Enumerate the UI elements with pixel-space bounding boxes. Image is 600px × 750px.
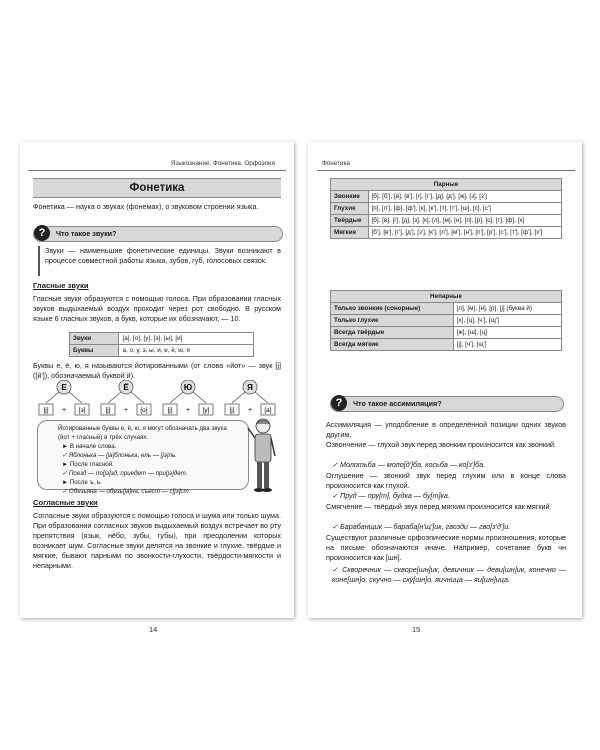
iotated-rules-box (37, 420, 249, 495)
branch-line (69, 392, 82, 403)
table-header: Парные (331, 179, 562, 191)
sound-label: [j] (105, 407, 111, 414)
sound-label: [о] (140, 407, 148, 414)
paired-consonants-table (330, 178, 562, 239)
norms-example: ✓ Скворечник — скворе[шн]ик, девичник — деви[шн]ик, конечно — коне[шн]о, скучно — ску[шн]о, яичница — яи[шн]ица. (332, 565, 566, 584)
voicing-example: ✓ Молотьба — моло[д']ба, косьба — ко[з']ба. (332, 460, 486, 469)
question-icon: ? (34, 225, 50, 241)
consonants-text: Согласные звуки образуются с помощью голоса и шума или только шума. При образовании согласных звуков выдыхаемый воздух встречает во рту препятствия (язык, нёбо, зубы, губы), при преодолении которых возникает шум. Согласные звуки делятся на звонкие и глухие, твёрдые и мягкие, бывают парными по звонкости-глухости, твёрдости-мягкости и непарными. (33, 511, 281, 570)
intro-text: Фонетика — наука о звуках (фонемах), о звуковом строении языка. (33, 202, 259, 211)
sound-label: [у] (202, 407, 210, 414)
letter-label: Е (61, 383, 67, 392)
plus-sign: + (123, 407, 129, 414)
vowels-heading: Гласные звуки (33, 281, 89, 290)
branch-line (193, 392, 206, 403)
softening-text: Смягчение — твёрдый звук перед мягким произносится как мягкий. (326, 502, 552, 511)
consonants-heading: Согласные звуки (33, 498, 98, 507)
row-value: [л], [м], [н], [р], [j] (буква й) (453, 303, 561, 315)
table-row (331, 191, 562, 203)
assimilation-definition: Ассимиляция — уподобление в определённой позиции одних звуков другим. (326, 420, 566, 439)
left-page (23, 148, 291, 634)
box-line: ✓ Поезд — по[jэ]зд, приедет — при[jэ]дет. (62, 470, 188, 477)
voicing-text: Озвончение — глухой звук перед звонким произносится как звонкий. (326, 440, 557, 449)
table-row (331, 203, 562, 215)
table-row (331, 303, 562, 315)
row-label: Мягкие (331, 227, 369, 239)
question-box (330, 396, 564, 412)
sound-label: [j] (43, 407, 49, 414)
table-label: Звуки (70, 333, 119, 345)
table-row (331, 339, 562, 351)
row-label: Всегда мягкие (331, 339, 454, 351)
question-text: Что такое звуки? (56, 229, 117, 238)
right-page (312, 148, 580, 634)
row-value: [б], [в], [г], [д], [з], [к], [л], [м], [н], [п], [р], [с], [т], [ф], [х] (368, 215, 561, 227)
table-row (331, 327, 562, 339)
branch-line (255, 392, 268, 403)
row-value: [п], [п'], [ф], [ф'], [к], [к'], [т], [т'], [ш], [с], [с'] (368, 203, 561, 215)
sounds-definition: Звуки — наименьшие фонетические единицы. Звуки возникают в процессе совместной работы языка, зубов, губ, голосовых связок. (45, 246, 281, 265)
row-label: Глухие (331, 203, 369, 215)
sound-label: [а] (264, 407, 272, 414)
softening-example: ✓ Барабанщик — бараба[н'щ']ик, гвозди — гво[з'д']и. (332, 522, 511, 531)
letter-label: Ё (123, 383, 129, 392)
table-cell: [а], [о], [у], [э], [ы], [и] (119, 333, 254, 345)
sound-label: [j] (167, 407, 173, 414)
row-label: Звонкие (331, 191, 369, 203)
vowels-text: Гласные звуки образуются с помощью голоса. При образовании гласных звуков выдыхаемый воздух проходит через рот свободно. В русском языке 6 гласных звуков, а букв, которые их обозначают, — 10. (33, 294, 281, 323)
header-rule (317, 170, 575, 171)
row-label: Твёрдые (331, 215, 369, 227)
teacher-illustration (245, 416, 281, 496)
letter-label: Я (247, 383, 253, 392)
row-value: [б], [б'], [в], [в'], [г], [г'], [д], [д'], [ж], [з], [з'] (368, 191, 561, 203)
row-value: [ж], [ш], [ц] (453, 327, 561, 339)
iotated-diagram (33, 380, 281, 418)
row-label: Только глухие (331, 315, 454, 327)
plus-sign: + (61, 407, 67, 414)
devoicing-text: Оглушение — звонкий звук перед глухим или в конце слова произносится как глухой. (326, 471, 566, 490)
table-row (331, 315, 562, 327)
box-line: ✓ Яблонька — [ja]блонька, ель — [jэ]ль. (62, 452, 177, 459)
box-line: Йотированные буквы е, ё, ю, я могут обозначать два звука (йот + гласный) в трёх случаях. (58, 425, 227, 441)
running-head: Языкознание. Фонетика. Орфоэпия (170, 160, 275, 167)
table-cell: а, о, у, э, ы, и, е, ё, ю, я (119, 345, 254, 357)
unpaired-consonants-table (330, 290, 562, 351)
branch-line (131, 392, 144, 403)
page-title: Фонетика (129, 182, 185, 194)
running-head: Фонетика (322, 160, 350, 167)
row-label: Всегда твёрдые (331, 327, 454, 339)
row-value: [б'], [в'], [г'], [д'], [з'], [к'], [л'], [м'], [н'], [п'], [р'], [с'], [т'], [ф'], [х'] (368, 227, 561, 239)
row-value: [х], [ц], [ч'], [щ'] (453, 315, 561, 327)
box-line: ► В начале слова. (62, 443, 117, 450)
question-icon: ? (331, 395, 347, 411)
row-label: Только звонкие (сонорные) (331, 303, 454, 315)
box-line: ► После ъ, ь. (62, 479, 102, 486)
branch-line (46, 392, 59, 403)
plus-sign: + (247, 407, 253, 414)
definition-sidebar (38, 246, 280, 276)
table-row (331, 227, 562, 239)
row-value: [j], [ч'], [щ'] (453, 339, 561, 351)
header-rule (28, 170, 286, 171)
page-number: 15 (412, 625, 421, 634)
box-line: ✓ Обезьяна — обезь[ja]на, съест — с[jэ]ст. (62, 488, 191, 495)
devoicing-example: ✓ Пруд — пру[т], будка — бу[т]ка. (332, 491, 450, 500)
box-line: ► После гласной. (62, 461, 114, 468)
branch-line (108, 392, 121, 403)
letter-label: Ю (183, 383, 193, 392)
branch-line (232, 392, 245, 403)
table-row (331, 215, 562, 227)
table-header: Непарные (331, 291, 562, 303)
table-label: Буквы (70, 345, 119, 357)
plus-sign: + (185, 407, 191, 414)
branch-line (170, 392, 183, 403)
question-box (33, 226, 283, 242)
sound-label: [э] (78, 407, 86, 414)
page-number: 14 (149, 625, 158, 634)
sound-label: [j] (229, 407, 235, 414)
question-text: Что такое ассимиляция? (353, 399, 442, 408)
iotated-text: Буквы е, ё, ю, я называются йотированными (от слова «йот» — звук [j] ([й']), обозначаемый буквой й). (33, 361, 281, 380)
norms-text: Существуют различные орфоэпические нормы произношения, которые на письме обозначаются иначе. Например, сочетание букв чн произносится как [шн]. (326, 533, 566, 562)
title-band (33, 178, 281, 198)
vowel-table (69, 332, 254, 357)
